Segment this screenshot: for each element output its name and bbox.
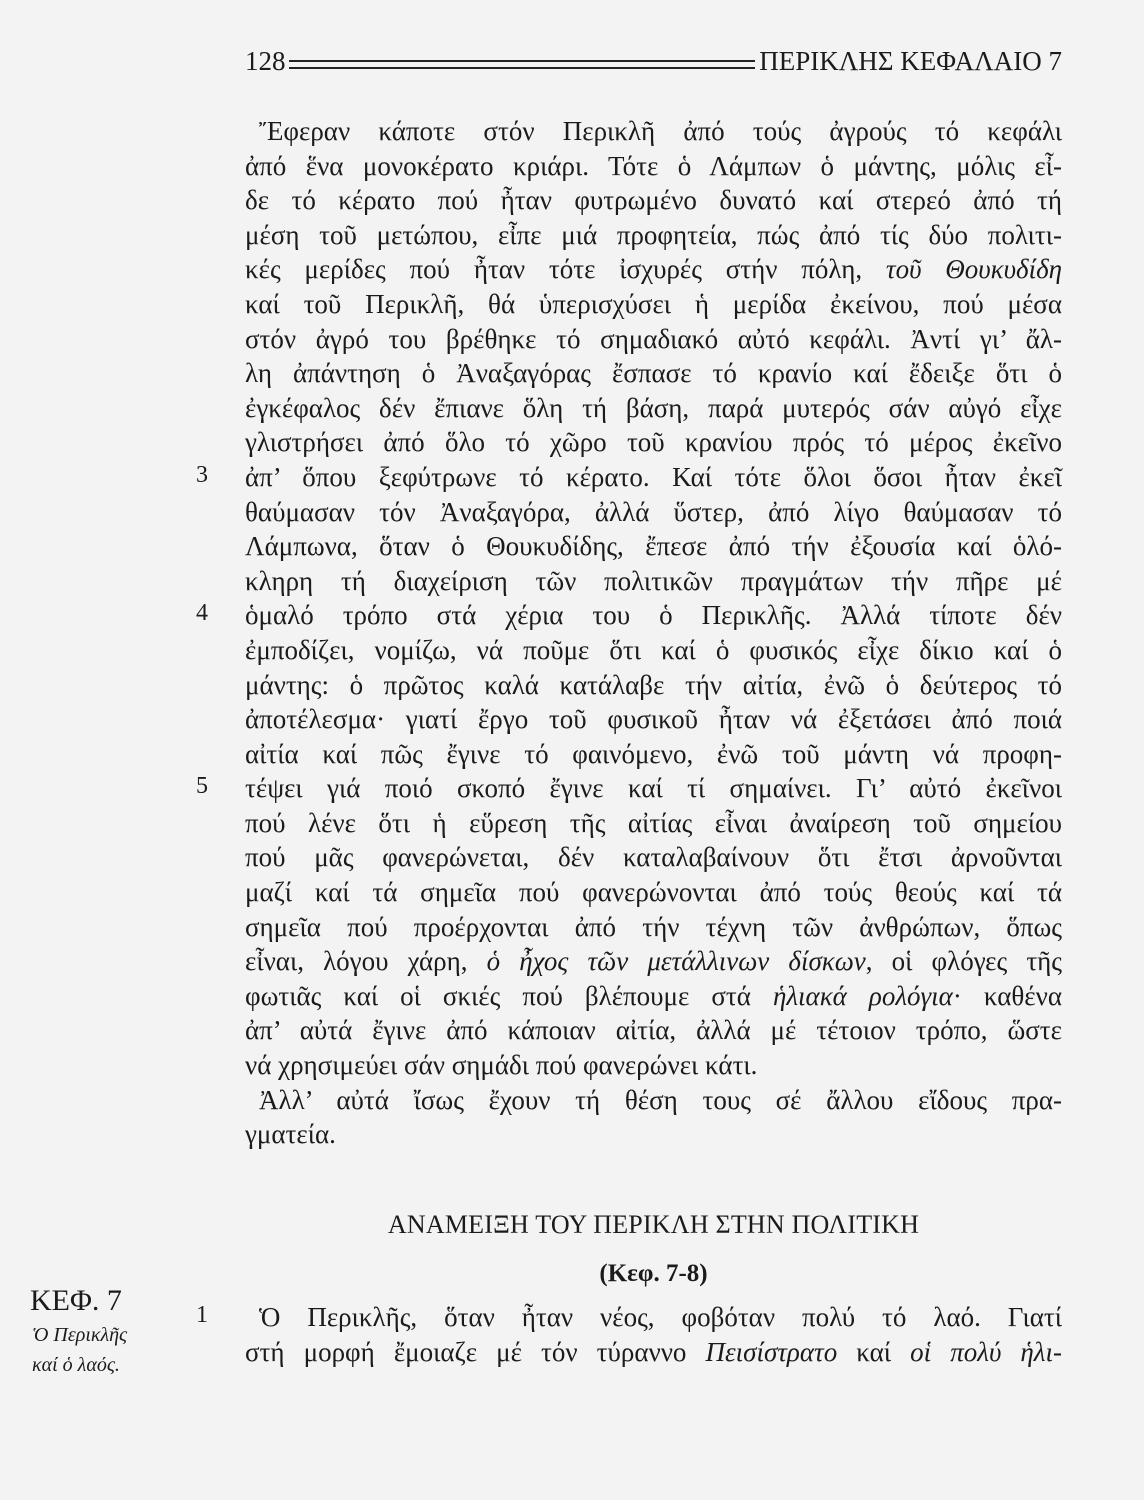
text-line — [245, 598, 1062, 633]
text-run: εἶναι, λόγου χάρη, — [245, 946, 487, 977]
text-line — [245, 114, 1062, 149]
text-run: κές μερίδες πού ἦταν τότε ἰσχυρές στήν πόλη, — [245, 254, 886, 285]
text-run: ἐγκέφαλος δέν ἔπιανε ὅλη τή βάση, παρά μυτερός σάν αὐγό εἶχε — [245, 392, 1062, 423]
text-run: γματεία. — [245, 1119, 336, 1150]
text-run: γλιστρήσει ἀπό ὅλο τό χῶρο τοῦ κρανίου πρός τό μέρος ἐκεῖνο — [245, 427, 1062, 458]
text-run: καί — [837, 1336, 911, 1367]
text-run: μέση τοῦ μετώπου, εἶπε μιά προφητεία, πώς ἀπό τίς δύο πολιτι- — [245, 219, 1062, 250]
text-run: · καθένα — [952, 980, 1062, 1011]
running-header — [245, 44, 1062, 78]
text-run: Ὁ Περικλῆς, ὅταν ἦταν νέος, φοβόταν πολύ τό λαό. Γιατί — [259, 1302, 1062, 1332]
margin-line-number: 3 — [196, 462, 208, 488]
text-line — [245, 668, 1062, 703]
text-run: στή μορφή ἔμοιαζε μέ τόν τύραννο — [245, 1336, 706, 1367]
text-run: στόν ἀγρό του βρέθηκε τό σημαδιακό αὐτό κεφάλι. Ἀντί γι’ ἄλ- — [245, 323, 1062, 354]
text-line — [245, 495, 1062, 530]
text-line — [245, 1335, 1062, 1370]
text-line — [245, 910, 1062, 945]
main-paragraph — [245, 114, 1062, 1152]
text-run: καί τοῦ Περικλῆ, θά ὑπερισχύσει ἡ μερίδα ἐκείνου, πού μέσα — [245, 288, 1062, 319]
text-run: Ἀλλ’ αὐτά ἴσως ἔχουν τή θέση τους σέ ἄλλου εἴδους πρα- — [259, 1084, 1062, 1115]
running-title: ΠΕΡΙΚΛΗΣ ΚΕΦΑΛΑΙΟ 7 — [759, 45, 1062, 76]
text-run: θαύμασαν τόν Ἀναξαγόρα, ἀλλά ὕστερ, ἀπό λίγο θαύμασαν τό — [245, 496, 1062, 527]
text-line — [245, 1013, 1062, 1048]
text-line — [245, 564, 1062, 599]
page-number: 128 — [245, 45, 286, 76]
text-line — [245, 218, 1062, 253]
side-chapter-label: ΚΕΦ. 7 — [30, 1284, 122, 1317]
text-line — [245, 529, 1062, 564]
section-subheading: (Κεφ. 7-8) — [599, 1260, 708, 1287]
text-line — [245, 806, 1062, 841]
text-line — [245, 1083, 1062, 1118]
italic-text: τοῦ Θουκυδίδη — [885, 254, 1063, 285]
text-line — [245, 287, 1062, 322]
text-line — [245, 737, 1062, 772]
text-line — [245, 633, 1062, 668]
text-line — [245, 1117, 1062, 1152]
text-run: σημεῖα πού προέρχονται ἀπό τήν τέχνη τῶν ἀνθρώπων, ὅπως — [245, 911, 1062, 942]
text-line — [245, 840, 1062, 875]
italic-text: Πεισίστρατο — [705, 1336, 838, 1367]
text-run: μάντης: ὁ πρῶτος καλά κατάλαβε τήν αἰτία, ἐνῶ ὁ δεύτερος τό — [245, 669, 1062, 700]
italic-text: ὁ ἦχος τῶν μετάλλινων δίσκων — [486, 946, 866, 977]
text-run: , οἱ φλόγες τῆς — [865, 946, 1062, 977]
text-run: τέψει γιά ποιό σκοπό ἔγινε καί τί σημαίνει. Γι’ αὐτό ἐκεῖνοι — [245, 773, 1062, 804]
text-line — [245, 149, 1062, 184]
text-line — [245, 979, 1062, 1014]
text-line — [245, 460, 1062, 495]
text-line — [245, 252, 1062, 287]
text-run: πού λένε ὅτι ἡ εὕρεση τῆς αἰτίας εἶναι ἀναίρεση τοῦ σημείου — [245, 807, 1062, 838]
text-line — [245, 183, 1062, 218]
margin-line-number: 4 — [196, 600, 208, 627]
text-line — [245, 944, 1062, 979]
margin-line-number: 5 — [196, 773, 208, 800]
text-line — [245, 322, 1062, 357]
text-run: κληρη τή διαχείριση τῶν πολιτικῶν πραγμάτων τήν πῆρε μέ — [245, 565, 1062, 596]
text-line — [245, 875, 1062, 910]
text-run: αἰτία καί πῶς ἔγινε τό φαινόμενο, ἐνῶ τοῦ μάντη νά προφη- — [245, 738, 1062, 769]
italic-text: οἱ πολύ ἡλι- — [910, 1336, 1062, 1367]
text-run: ἀπ’ ὅπου ξεφύτρωνε τό κέρατο. Καί τότε ὅλοι ὅσοι ἦταν ἐκεῖ — [245, 461, 1062, 492]
text-run: δε τό κέρατο πού ἦταν φυτρωμένο δυνατό καί στερεό ἀπό τή — [245, 185, 1062, 216]
header-double-rule — [289, 60, 756, 69]
margin-number: 1 — [196, 1302, 208, 1328]
text-line — [245, 425, 1062, 460]
section-heading: ΑΝΑΜΕΙΞΗ ΤΟΥ ΠΕΡΙΚΛΗ ΣΤΗΝ ΠΟΛΙΤΙΚΗ — [387, 1210, 920, 1239]
text-line — [245, 1300, 1062, 1335]
section-paragraph — [245, 1300, 1062, 1369]
text-run: νά χρησιμεύει σάν σημάδι πού φανερώνει κάτι. — [245, 1050, 758, 1081]
text-line — [245, 771, 1062, 806]
text-run: ὁμαλό τρόπο στά χέρια του ὁ Περικλῆς. Ἀλλά τίποτε δέν — [245, 600, 1062, 631]
italic-text: ἡλιακά ρολόγια — [772, 980, 953, 1011]
text-run: ἐμποδίζει, νομίζω, νά ποῦμε ὅτι καί ὁ φυσικός εἶχε δίκιο καί ὁ — [245, 634, 1062, 665]
text-run: λη ἀπάντηση ὁ Ἀναξαγόρας ἔσπασε τό κρανίο καί ἔδειξε ὅτι ὁ — [245, 358, 1062, 389]
text-run: πού μᾶς φανερώνεται, δέν καταλαβαίνουν ὅτι ἔτσι ἀρνοῦνται — [245, 842, 1062, 873]
text-run: Ἔφεραν κάποτε στόν Περικλῆ ἀπό τούς ἀγρούς τό κεφάλι — [259, 116, 1062, 146]
side-note-line-2: καί ὁ λαός. — [32, 1354, 120, 1376]
side-note-line-1: Ὁ Περικλῆς — [32, 1324, 128, 1346]
text-run: μαζί καί τά σημεῖα πού φανερώνονται ἀπό τούς θεούς καί τά — [245, 877, 1062, 908]
text-run: ἀπ’ αὐτά ἔγινε ἀπό κάποιαν αἰτία, ἀλλά μέ τέτοιον τρόπο, ὥστε — [245, 1015, 1062, 1046]
text-run: ἀποτέλεσμα· γιατί ἔργο τοῦ φυσικοῦ ἦταν νά ἐξετάσει ἀπό ποιά — [245, 704, 1062, 735]
text-run: ἀπό ἕνα μονοκέρατο κριάρι. Τότε ὁ Λάμπων ὁ μάντης, μόλις εἶ- — [245, 150, 1062, 181]
text-run: φωτιᾶς καί οἱ σκιές πού βλέπουμε στά — [245, 980, 773, 1011]
text-line — [245, 702, 1062, 737]
text-line — [245, 1048, 1062, 1083]
text-run: Λάμπωνα, ὅταν ὁ Θουκυδίδης, ἔπεσε ἀπό τήν ἐξουσία καί ὁλό- — [245, 531, 1062, 562]
text-line — [245, 356, 1062, 391]
text-line — [245, 391, 1062, 426]
